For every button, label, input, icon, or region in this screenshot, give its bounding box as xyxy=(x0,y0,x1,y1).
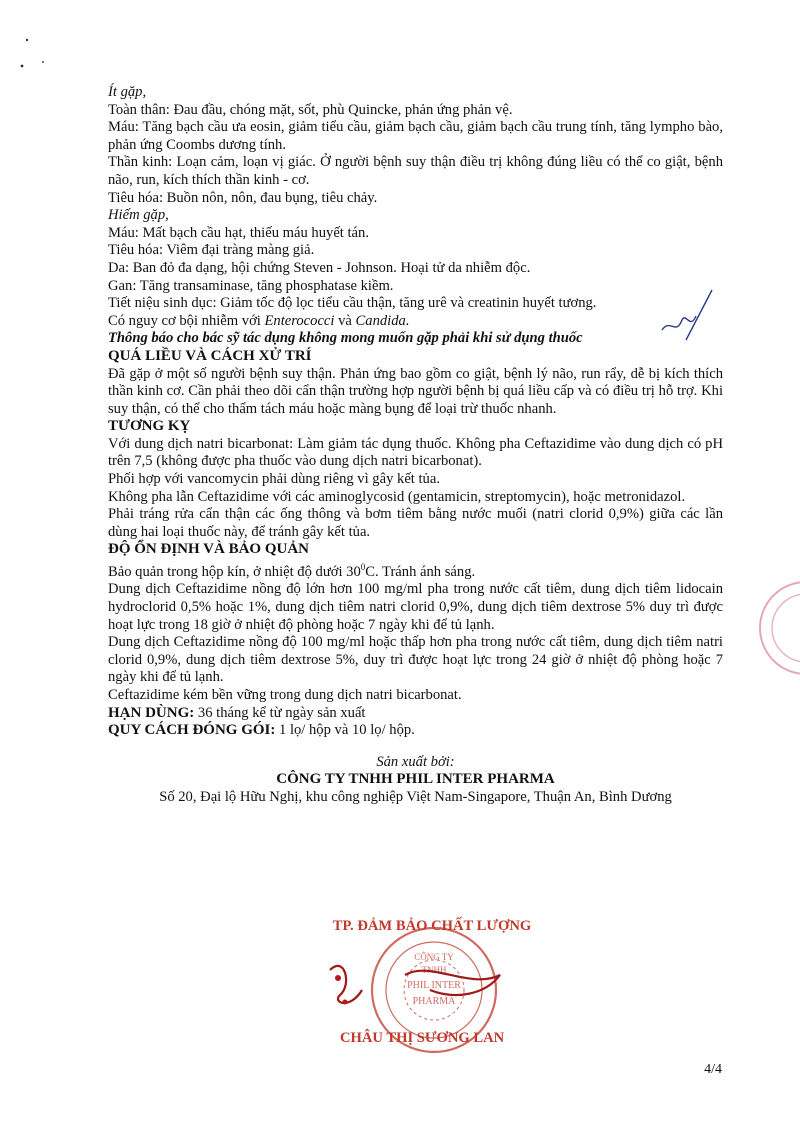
signer-name: CHÂU THỊ SƯƠNG LAN xyxy=(340,1030,505,1046)
packing-line xyxy=(108,722,723,740)
text-line: Tiêu hóa: Viêm đại tràng màng giả. xyxy=(108,242,315,259)
superscript: 0 xyxy=(360,562,366,573)
speck xyxy=(21,65,24,68)
adverse-notice: Thông báo cho bác sỹ tác dụng không mong muốn gặp phải khi sử dụng thuốc xyxy=(108,330,583,347)
paragraph: Dung dịch Ceftazidime nồng độ lớn hơn 100 mg/ml pha trong nước cất tiêm, dung dịch tiêm lidocain hydroclorid 0,5% hoặc 1%, dung dịch tiêm natri clorid 0,9%, dung dịch tiêm dextrose 5% duy trì được hoạt lực trong 18 giờ ở nhiệt độ phòng hoặc 7 ngày khi để tủ lạnh. xyxy=(108,581,723,633)
paragraph: Với dung dịch natri bicarbonat: Làm giảm tác dụng thuốc. Không pha Ceftazidime vào dung dịch có pH trên 7,5 (không được pha thuốc vào dung dịch natri bicarbonat). xyxy=(108,435,723,470)
speck xyxy=(42,61,44,63)
paragraph: Phối hợp với vancomycin phải dùng riêng vì gây kết tủa. xyxy=(108,471,440,488)
text-run: Candida. xyxy=(355,312,410,329)
document-body xyxy=(108,84,723,807)
manufacturer-name: CÔNG TY TNHH PHIL INTER PHARMA xyxy=(276,771,555,788)
packing-label: QUY CÁCH ĐÓNG GÓI: xyxy=(108,722,276,739)
text-run: Bảo quản trong hộp kín, ở nhiệt độ dưới 30 xyxy=(108,563,361,580)
speck xyxy=(26,39,28,41)
text-run: Có nguy cơ bội nhiễm với xyxy=(108,312,265,329)
expiry-line xyxy=(108,705,723,723)
seal-line: CÔNG TY xyxy=(414,952,454,962)
expiry-label: HẠN DÙNG: xyxy=(108,704,195,721)
text-run: C. Tránh ánh sáng. xyxy=(365,563,476,580)
manufacturer-label: Sản xuất bởi: xyxy=(376,753,455,770)
paragraph: Dung dịch Ceftazidime nồng độ 100 mg/ml hoặc thấp hơn pha trong nước cất tiêm, dung dịch tiêm natri clorid 0,9%, dung dịch tiêm dextrose 5%, duy trì được hoạt lực trong 24 giờ ở nhiệt độ phòng hoặc 7 ngày khi để tủ lạnh. xyxy=(108,634,723,686)
text-line xyxy=(108,313,723,331)
seal-line: PHARMA xyxy=(412,996,456,1007)
ink-blot xyxy=(343,1000,348,1005)
qa-title: TP. ĐẢM BẢO CHẤT LƯỢNG xyxy=(332,918,532,934)
paragraph: Đã gặp ở một số người bệnh suy thận. Phản ứng bao gồm co giật, bệnh lý não, run rẩy, dễ bị kích thích thần kinh cơ. Cần phải theo dõi cẩn thận trường hợp người bệnh bị quá liều cấp và có điều trị hỗ trợ. Khi suy thận, có thể cho thẩm tách máu hoặc màng bụng để loại trừ thuốc nhanh. xyxy=(108,365,723,417)
section-heading-overdose: QUÁ LIỀU VÀ CÁCH XỬ TRÍ xyxy=(108,347,312,364)
ink-blot xyxy=(335,975,341,981)
text-run: Enterococci xyxy=(264,312,335,329)
section-heading-storage: ĐỘ ỔN ĐỊNH VÀ BẢO QUẢN xyxy=(108,541,309,558)
page-number: 4/4 xyxy=(704,1062,722,1077)
text-line: Toàn thân: Đau đầu, chóng mặt, sốt, phù Quincke, phản ứng phản vệ. xyxy=(108,101,513,118)
seal-line: PHIL INTER xyxy=(407,980,461,991)
section-heading-incompatibility: TƯƠNG KỴ xyxy=(108,418,191,435)
expiry-value: 36 tháng kể từ ngày sản xuất xyxy=(194,704,366,721)
subsection-uncommon: Ít gặp, xyxy=(108,84,147,100)
text-line: Gan: Tăng transaminase, tăng phosphatase kiềm. xyxy=(108,277,394,294)
paragraph: Phải tráng rửa cẩn thận các ống thông và bơm tiêm bằng nước muối (natri clorid 0,9%) giữa các lần dùng hai loại thuốc này, để tránh gây kết tủa. xyxy=(108,506,723,540)
text-line: Tiêu hóa: Buồn nôn, nôn, đau bụng, tiêu chảy. xyxy=(108,189,378,206)
packing-value: 1 lọ/ hộp và 10 lọ/ hộp. xyxy=(275,722,415,739)
text-line: Máu: Tăng bạch cầu ưa eosin, giảm tiểu cầu, giảm bạch cầu, giảm bạch cầu trung tính, tăng lympho bào, phản ứng Coombs dương tính. xyxy=(108,119,723,153)
edge-stamp-icon xyxy=(760,582,800,674)
paragraph: Không pha lẫn Ceftazidime với các aminoglycosid (gentamicin, streptomycin), hoặc metronidazol. xyxy=(108,488,686,505)
seal-line: TNHH xyxy=(421,965,447,975)
text-line: Da: Ban đỏ đa dạng, hội chứng Steven - Johnson. Hoại tử da nhiễm độc. xyxy=(108,259,531,276)
text-run: và xyxy=(334,312,356,329)
paragraph: Ceftazidime kém bền vững trong dung dịch natri bicarbonat. xyxy=(108,687,462,704)
manufacturer-address: Số 20, Đại lộ Hữu Nghị, khu công nghiệp Việt Nam-Singapore, Thuận An, Bình Dương xyxy=(159,789,672,806)
text-line: Thần kinh: Loạn cảm, loạn vị giác. Ở người bệnh suy thận điều trị không đúng liều có thể co giật, bệnh não, run, kích thích thần kinh - cơ. xyxy=(108,154,723,188)
paragraph xyxy=(108,559,723,581)
subsection-rare: Hiếm gặp, xyxy=(108,207,169,224)
text-line: Máu: Mất bạch cầu hạt, thiếu máu huyết tán. xyxy=(108,224,369,241)
text-line: Tiết niệu sinh dục: Giảm tốc độ lọc tiểu cầu thận, tăng urê và creatinin huyết tương. xyxy=(108,295,597,312)
